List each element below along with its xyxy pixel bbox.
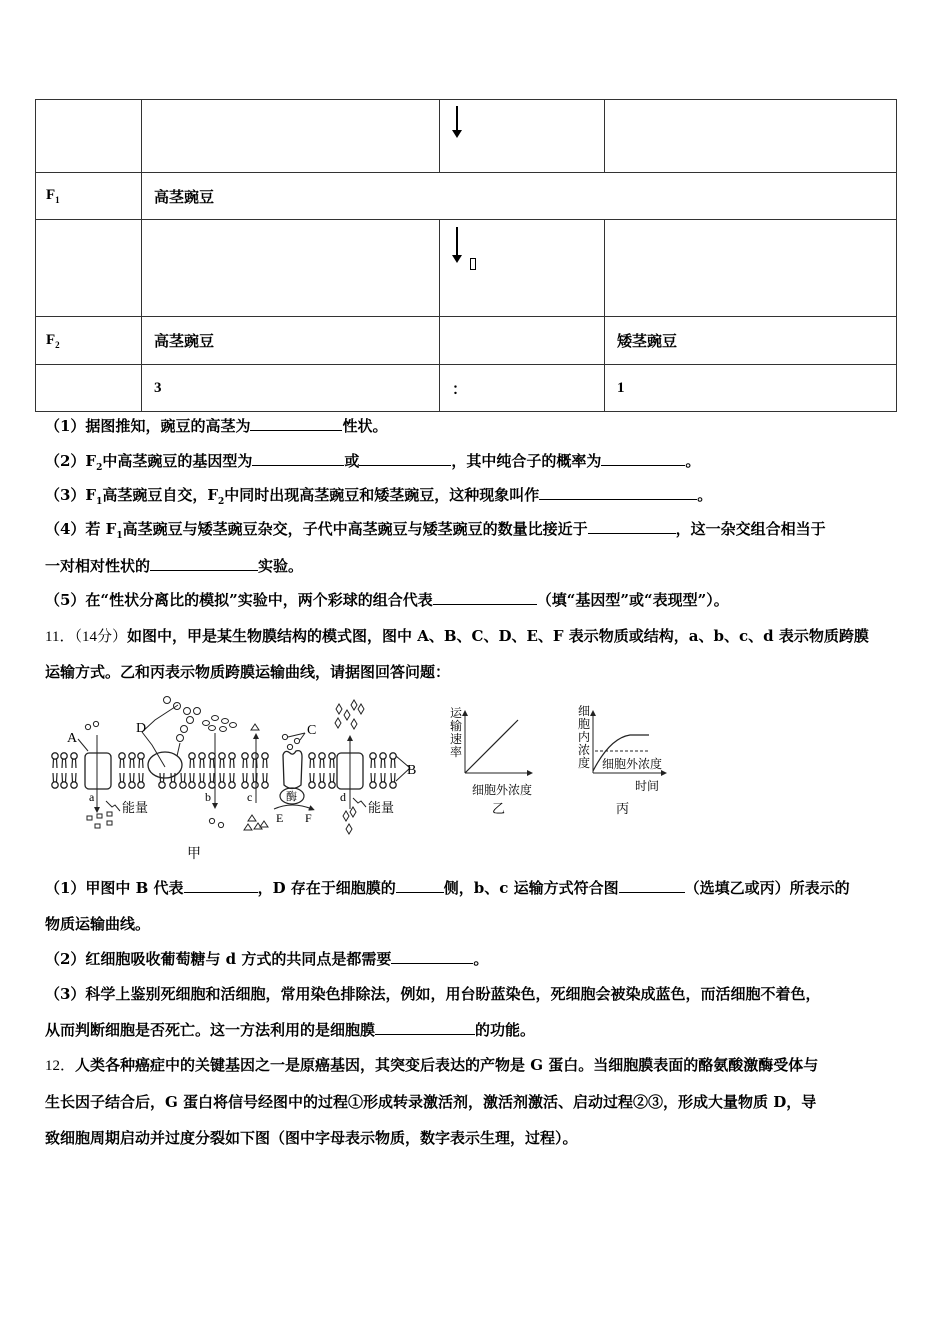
answer-blank[interactable] <box>396 878 444 893</box>
question-number: 11． <box>45 629 75 645</box>
f2-tall-phenotype: 高茎豌豆 <box>142 317 440 365</box>
label-energy-a: 能量 <box>122 801 149 816</box>
figure-caption-yi: 乙 <box>492 802 506 817</box>
q11-stem-line2: 运输方式。乙和丙表示物质跨膜运输曲线，请据图回答问题： <box>45 663 451 681</box>
answer-blank[interactable] <box>375 1020 475 1035</box>
q12-stem-line3: 致细胞周期启动并过度分裂如下图（图中字母表示物质，数字表示生理，过程）。 <box>45 1129 578 1147</box>
phospholipid-bilayer <box>52 753 396 788</box>
protein-a <box>85 753 111 789</box>
table-cell <box>605 220 897 317</box>
answer-blank[interactable] <box>184 878 258 893</box>
down-arrow-icon <box>456 106 458 136</box>
q11-part1-cont: 物质运输曲线。 <box>45 915 151 933</box>
q10-part4: （4）若 $F_1$高茎豌豆与矮茎豌豆杂交，子代中高茎豌豆与矮茎豌豆的数量比接近于 ，这一杂交组合相当于 <box>45 520 826 541</box>
q10-part4-cont: 一对相对性状的 实验。 <box>45 557 304 575</box>
ratio-tall: 3 <box>142 365 440 412</box>
answer-blank[interactable] <box>359 451 451 466</box>
q11-part2: （2）红细胞吸收葡萄糖与 d 方式的共同点是都需要 。 <box>45 950 489 968</box>
answer-blank[interactable] <box>150 556 258 571</box>
q11-part3: （3）科学上鉴别死细胞和活细胞，常用染色排除法，例如，用台盼蓝染色，死细胞会被染成蓝色，而活细胞不着色， <box>45 985 821 1003</box>
label-e: E <box>276 811 284 825</box>
yi-xlabel: 细胞外浓度 <box>472 783 533 797</box>
table-cell <box>605 100 897 173</box>
genetics-table <box>35 99 897 412</box>
label-enzyme: 酶 <box>286 790 297 803</box>
answer-blank[interactable] <box>433 590 537 605</box>
graph-yi <box>465 713 530 773</box>
answer-blank[interactable] <box>391 949 473 964</box>
label-d-lower: d <box>340 790 346 804</box>
bing-ylabel: 细胞内浓度 <box>578 704 591 770</box>
f2-short-phenotype: 矮茎豌豆 <box>605 317 897 365</box>
table-cell <box>142 100 440 173</box>
label-c-upper: C <box>307 723 317 738</box>
q10-part3: $(3)F_1$高茎豌豆自交，$F_2$中同时出现高茎豌豆和矮茎豌豆，这种现象叫作 。 <box>45 486 713 507</box>
table-row <box>36 100 897 173</box>
q11-part1: （1）甲图中 B 代表 ，D 存在于细胞膜的 侧，b、c 运输方式符合图 （选填乙或丙）所表示的 <box>45 879 850 897</box>
down-arrow-icon <box>456 227 458 261</box>
answer-blank[interactable] <box>619 878 685 893</box>
label-a-upper: A <box>67 731 78 746</box>
label-energy-d: 能量 <box>368 801 395 816</box>
table-cell <box>36 100 142 173</box>
q10-part2: $(2)F_2$中高茎豌豆的基因型为 或 ，其中纯合子的概率为 。 <box>45 452 701 473</box>
table-cell <box>440 100 605 173</box>
table-cell <box>36 365 142 412</box>
answer-blank[interactable] <box>601 451 685 466</box>
answer-blank[interactable] <box>539 485 697 500</box>
figure-caption-bing: 丙 <box>616 802 630 817</box>
q11-part3-cont: 从而判断细胞是否死亡。这一方法利用的是细胞膜 的功能。 <box>45 1021 536 1039</box>
table-cell <box>440 317 605 365</box>
bing-dash-label: 细胞外浓度 <box>602 757 663 771</box>
answer-blank[interactable] <box>588 519 676 534</box>
table-cell <box>36 220 142 317</box>
q10-part1: （1）据图推知，豌豆的高茎为 性状。 <box>45 417 388 435</box>
yi-ylabel: 运输速率 <box>450 706 463 759</box>
label-b: b <box>205 790 211 804</box>
question-number: 12． <box>45 1058 76 1074</box>
table-row <box>36 173 897 220</box>
q12-stem-line2: 生长因子结合后，G 蛋白将信号经图中的过程①形成转录激活剂，激活剂激活、启动过程②③，形成大量物质 D，导 <box>45 1093 817 1111</box>
ratio-short: 1 <box>605 365 897 412</box>
table-row <box>36 365 897 412</box>
q10-part5: （5）在“性状分离比的模拟”实验中，两个彩球的组合代表 （填“基因型”或“表现型”）。 <box>45 591 729 609</box>
receptor-protein <box>283 751 302 789</box>
table-row <box>36 220 897 317</box>
label-f: F <box>305 811 312 825</box>
table-cell <box>142 220 440 317</box>
q11-stem-line1: 11．（14分）如图中，甲是某生物膜结构的模式图，图中 A、B、C、D、E、F 表示物质或结构，a、b、c、d 表示物质跨膜 <box>45 627 869 645</box>
label-c: c <box>247 790 253 804</box>
ratio-colon: ： <box>440 365 605 412</box>
f1-phenotype: 高茎豌豆 <box>142 173 897 220</box>
membrane-figure <box>40 693 740 863</box>
generation-label-f1: $F_1$ <box>36 173 142 220</box>
label-b-upper: B <box>407 763 417 778</box>
answer-blank[interactable] <box>252 451 344 466</box>
generation-label-f2: $F_2$ <box>36 317 142 365</box>
placeholder-box-icon <box>470 258 476 270</box>
label-a: a <box>89 790 95 804</box>
bing-xlabel: 时间 <box>635 779 660 793</box>
table-row <box>36 317 897 365</box>
question-score: （14分） <box>74 629 127 645</box>
table-cell <box>440 220 605 317</box>
label-d: D <box>136 721 147 736</box>
figure-caption-jia: 甲 <box>187 846 201 862</box>
answer-blank[interactable] <box>250 416 342 431</box>
q12-stem-line1: 12．人类各种癌症中的关键基因之一是原癌基因，其突变后表达的产物是 G 蛋白。当细胞膜表面的酪氨酸激酶受体与 <box>45 1056 819 1074</box>
